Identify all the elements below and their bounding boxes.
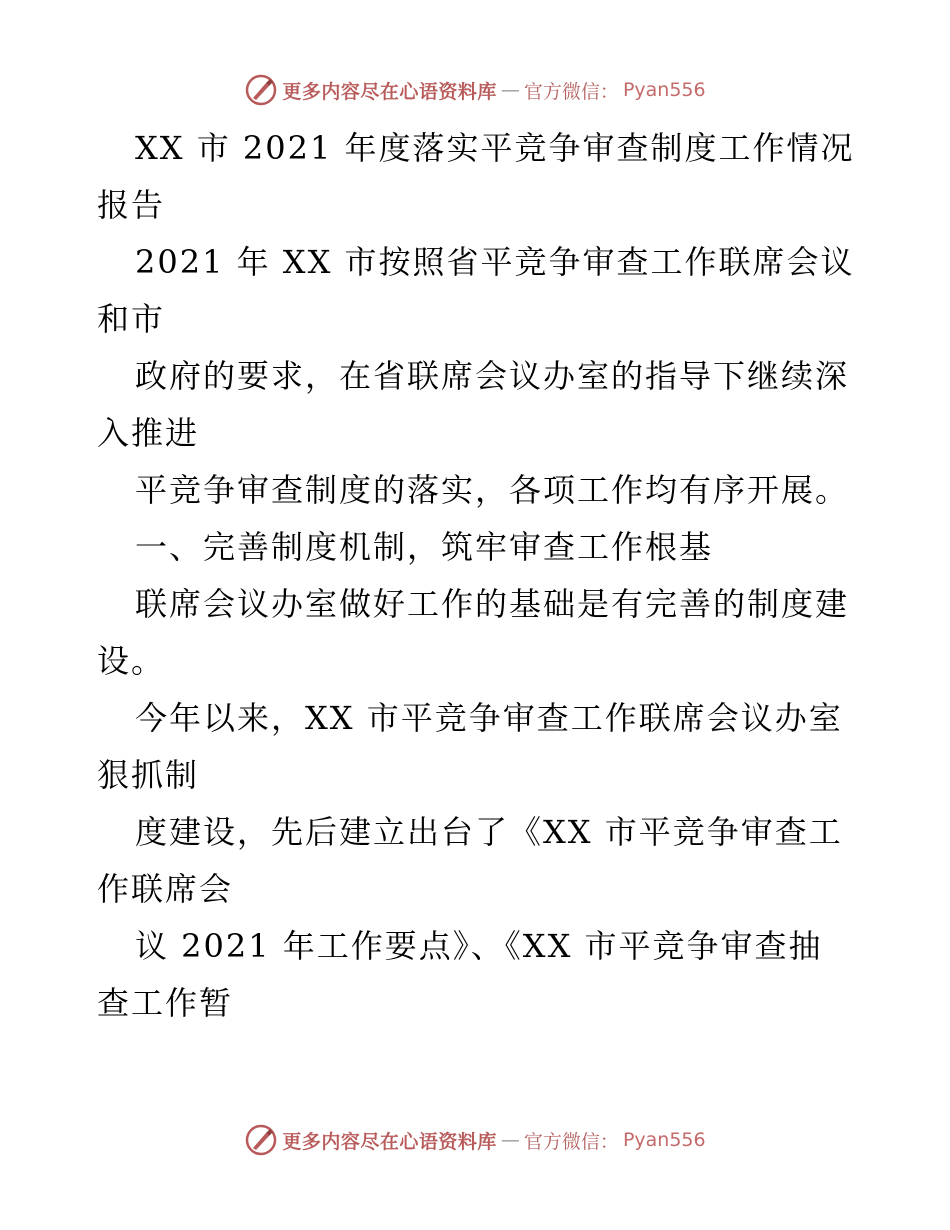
watermark-separator: — — [500, 1129, 520, 1151]
paragraph-line: 狠抓制 — [97, 756, 200, 794]
watermark-main-text: 更多内容尽在心语资料库 — [282, 1130, 497, 1153]
paragraph-line: 查工作暂 — [97, 984, 234, 1022]
paragraph-line: 政府的要求，在省联席会议办室的指导下继续深 — [135, 357, 850, 395]
watermark-separator: — — [500, 79, 520, 101]
pen-logo-icon — [244, 73, 278, 107]
title-line-1: XX 市 2021 年度落实平竞争审查制度工作情况 — [135, 129, 855, 167]
paragraph-line: 入推进 — [97, 414, 200, 452]
paragraph-line: 今年以来，XX 市平竞争审查工作联席会议办室 — [135, 699, 843, 737]
document-body — [97, 120, 857, 1032]
paragraph-line: 设。 — [97, 642, 166, 680]
watermark-sub-text: 官方微信： — [523, 80, 619, 103]
watermark-account: Pyan556 — [622, 79, 706, 101]
footer-watermark — [0, 1120, 950, 1160]
paragraph-line: 2021 年 XX 市按照省平竞争审查工作联席会议 — [135, 243, 855, 281]
pen-logo-icon — [244, 1123, 278, 1157]
paragraph-line: 联席会议办室做好工作的基础是有完善的制度建 — [135, 585, 850, 623]
watermark-account: Pyan556 — [622, 1129, 706, 1151]
section-heading: 一、完善制度机制，筑牢审查工作根基 — [135, 528, 714, 566]
paragraph-line: 议 2021 年工作要点》、《XX 市平竞争审查抽 — [135, 927, 823, 965]
title-line-2: 报告 — [97, 186, 166, 224]
paragraph-line: 和市 — [97, 300, 166, 338]
watermark-sub-text: 官方微信： — [523, 1130, 619, 1153]
paragraph-line: 平竞争审查制度的落实，各项工作均有序开展。 — [135, 471, 850, 509]
watermark-main-text: 更多内容尽在心语资料库 — [282, 80, 497, 103]
paragraph-line: 度建设，先后建立出台了《XX 市平竞争审查工 — [135, 813, 843, 851]
header-watermark — [0, 70, 950, 110]
paragraph-line: 作联席会 — [97, 870, 234, 908]
